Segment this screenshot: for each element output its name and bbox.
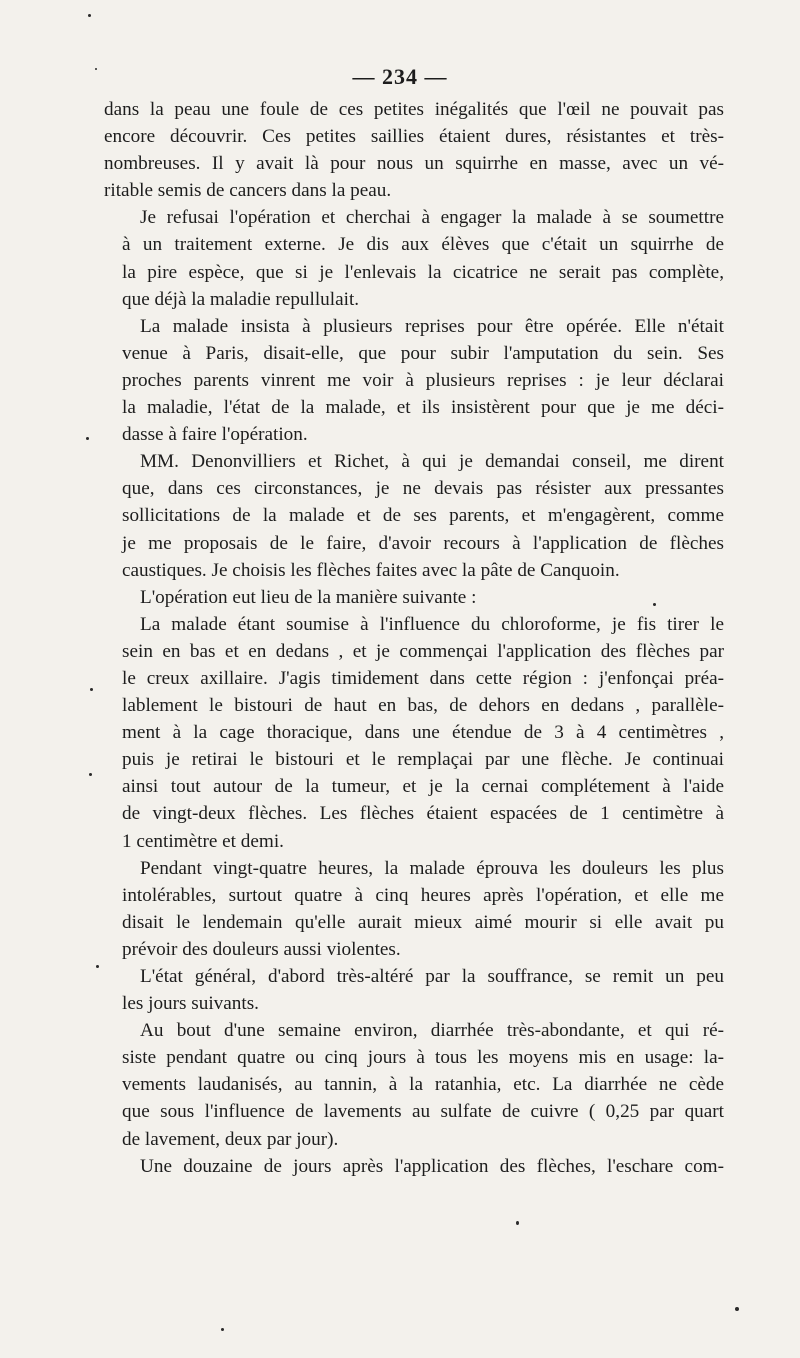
text-line: le creux axillaire. J'agis timidement dans cette région : j'enfonçai préa- — [122, 667, 724, 689]
ink-speck — [516, 1221, 519, 1225]
text-line: je me proposais de le faire, d'avoir recours à l'application de flèches — [122, 532, 724, 554]
text-line: que sous l'influence de lavements au sulfate de cuivre ( 0,25 par quart — [122, 1101, 724, 1123]
text-line: proches parents vinrent me voir à plusieurs reprises : je leur déclarai — [122, 369, 724, 391]
text-line: les jours suivants. — [122, 993, 259, 1015]
text-line: MM. Denonvilliers et Richet, à qui je demandai conseil, me dirent — [140, 451, 724, 473]
text-line: lablement le bistouri de haut en bas, de dehors en dedans , parallèle- — [122, 695, 724, 717]
text-line: ment à la cage thoracique, dans une étendue de 3 à 4 centimètres , — [122, 722, 724, 744]
text-line: caustiques. Je choisis les flèches faites avec la pâte de Canquoin. — [122, 559, 620, 581]
text-line: siste pendant quatre ou cinq jours à tous les moyens mis en usage: la- — [122, 1047, 724, 1069]
paragraph — [104, 204, 724, 312]
text-line: dasse à faire l'opération. — [122, 424, 308, 446]
text-line: la pire espèce, que si je l'enlevais la cicatrice ne serait pas complète, — [122, 261, 724, 283]
text-line: 1 centimètre et demi. — [122, 830, 284, 852]
text-line: sein en bas et en dedans , et je commençai l'application des flèches par — [122, 640, 724, 662]
body-text — [104, 96, 724, 1180]
text-line: Pendant vingt-quatre heures, la malade éprouva les douleurs les plus — [140, 857, 724, 879]
ink-speck — [735, 1307, 739, 1311]
ink-speck — [86, 437, 89, 440]
ink-speck — [653, 603, 656, 606]
text-line: vements laudanisés, au tannin, à la ratanhia, etc. La diarrhée ne cède — [122, 1074, 724, 1096]
paragraph — [104, 1153, 724, 1180]
page-number: — 234 — — [352, 64, 448, 89]
paragraph — [104, 448, 724, 583]
text-line: de lavement, deux par jour). — [122, 1128, 339, 1150]
text-line: Une douzaine de jours après l'application des flèches, l'eschare com- — [140, 1155, 724, 1177]
text-line: La malade étant soumise à l'influence du chloroforme, je fis tirer le — [140, 613, 724, 635]
ink-speck — [90, 688, 93, 691]
ink-speck — [89, 773, 92, 776]
text-line: Au bout d'une semaine environ, diarrhée très-abondante, et qui ré- — [140, 1020, 724, 1042]
ink-speck — [95, 68, 97, 70]
text-line: de vingt-deux flèches. Les flèches étaient espacées de 1 centimètre à — [122, 803, 724, 825]
ink-speck — [96, 965, 99, 968]
paragraph — [104, 96, 724, 204]
text-line: sollicitations de la malade et de ses parents, et m'engagèrent, comme — [122, 505, 724, 527]
paragraph — [104, 313, 724, 448]
text-line: venue à Paris, disait-elle, que pour subir l'amputation du sein. Ses — [122, 342, 724, 364]
paragraph — [104, 855, 724, 963]
text-line: nombreuses. Il y avait là pour nous un squirrhe en masse, avec un vé- — [104, 153, 724, 175]
text-line: la maladie, l'état de la malade, et ils insistèrent pour que je me déci- — [122, 397, 724, 419]
text-line: que déjà la maladie repullulait. — [122, 288, 360, 310]
paragraph — [104, 1017, 724, 1152]
text-line: prévoir des douleurs aussi violentes. — [122, 938, 401, 960]
text-line: Je refusai l'opération et cherchai à engager la malade à se soumettre — [140, 207, 724, 229]
ink-speck — [221, 1328, 224, 1331]
text-line: L'opération eut lieu de la manière suivante : — [140, 586, 477, 608]
text-line: dans la peau une foule de ces petites inégalités que l'œil ne pouvait pas — [104, 99, 724, 120]
paragraph — [104, 611, 724, 855]
text-line: La malade insista à plusieurs reprises pour être opérée. Elle n'était — [140, 315, 724, 337]
text-line: disait le lendemain qu'elle aurait mieux aimé mourir si elle avait pu — [122, 911, 724, 933]
paragraph — [104, 963, 724, 1017]
ink-speck — [88, 14, 91, 17]
text-line: intolérables, surtout quatre à cinq heures après l'opération, et elle me — [122, 884, 724, 906]
text-line: que, dans ces circonstances, je ne devais pas résister aux pressantes — [122, 478, 724, 500]
text-line: ainsi tout autour de la tumeur, et je la cernai complétement à l'aide — [122, 776, 724, 798]
text-line: encore découvrir. Ces petites saillies étaient dures, résistantes et très- — [104, 126, 724, 148]
text-line: L'état général, d'abord très-altéré par la souffrance, se remit un peu — [140, 966, 724, 987]
text-line: ritable semis de cancers dans la peau. — [104, 180, 392, 202]
paragraph — [104, 584, 724, 611]
text-line: à un traitement externe. Je dis aux élèves que c'était un squirrhe de — [122, 234, 724, 256]
text-line: puis je retirai le bistouri et le remplaçai par une flèche. Je continuai — [122, 749, 724, 771]
